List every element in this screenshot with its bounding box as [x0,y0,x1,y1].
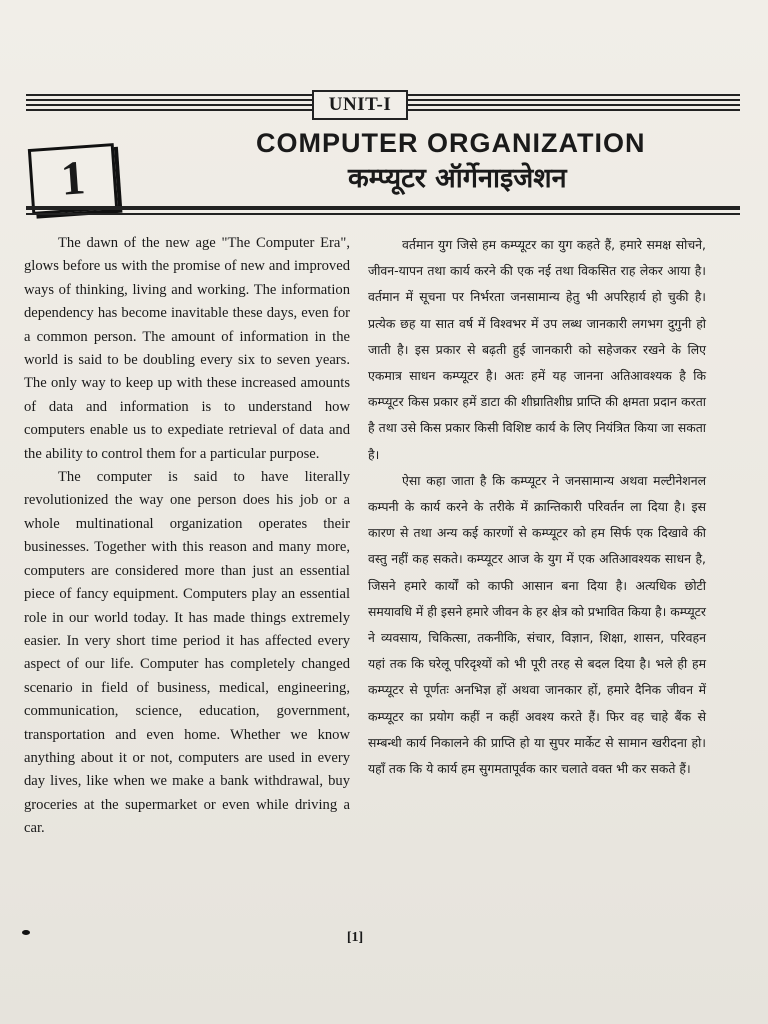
chapter-number: 1 [28,143,118,215]
ink-dot-mark [22,930,30,935]
chapter-title-hindi: कम्प्यूटर ऑर्गेनाइजेशन [348,163,567,194]
page-number: [1] [346,930,364,945]
hindi-column [368,232,706,782]
english-paragraph-1: The dawn of the new age "The Computer Era", glows before us with the promise of new and improved ways of thinking, living and working. The information dependency has become inavitable these days, even for a common person. The amount of information in the world is said to be doubling every six to seven years. The only way to keep up with these increased amounts of data and information is to understand how computers enable us to expediate retrieval of data and the ability to control them for a particular purpose. [24,235,350,462]
unit-label: UNIT-I [312,90,408,120]
chapter-title-english: COMPUTER ORGANIZATION [256,128,646,158]
english-paragraph-2: The computer is said to have literally revolutionized the way one person does his job or a whole multinational organization operates their businesses. Together with this reason and many more, computers are considered more than just an essential piece of fancy equipment. Computers play an essential role in our world today. It has made things extremely easier. In very short time period it has affected every aspect of our life. Computer has completely changed scenario in field of business, medical, engineering, communication, science, education, government, transportation and even home. Whether we know anything about it or not, computers are used in every day lives, like when we make a bank withdrawal, buy groceries at the supermarket or even while driving a car. [24,469,350,837]
english-column [24,232,350,841]
hindi-paragraph-1: वर्तमान युग जिसे हम कम्प्यूटर का युग कहते हैं, हमारे समक्ष सोचने, जीवन-यापन तथा कार्य करने की एक नई तथा विकसित राह लेकर आया है। वर्तमान में सूचना पर निर्भरता जनसामान्य हेतु भी अपरिहार्य हो चुकी है। प्रत्येक छह या सात वर्ष में विश्वभर में उप लब्ध जानकारी लगभग दुगुनी हो जाती है। इस प्रकार से बढ़ती हुई जानकारी को सहेजकर रखने के लिए एकमात्र साधन कम्प्यूटर है। अतः हमें यह जानना अतिआवश्यक है कि कम्प्यूटर किस प्रकार हमें डाटा की शीघ्रातिशीघ्र प्राप्ति की क्षमता प्रदान करता है तथा उसे किस प्रकार किसी विशिष्ट कार्य के लिए नियंत्रित किया जा सकता है। [368,237,706,462]
hindi-paragraph-2: ऐसा कहा जाता है कि कम्प्यूटर ने जनसामान्य अथवा मल्टीनेशनल कम्पनी के कार्य करने के तरीके में क्रान्तिकारी परिवर्तन ला दिया है। इस कारण से तथा अन्य कई कारणों से कम्प्यूटर को हम सिर्फ एक दिखावे की वस्तु नहीं कह सकते। कम्प्यूटर आज के युग में एक अतिआवश्यक साधन है, जिसने हमारे कार्यों को काफी आसान बना दिया है। अत्यधिक छोटी समयावधि में ही इसने हमारे जीवन के हर क्षेत्र को प्रभावित किया है। कम्प्यूटर ने व्यवसाय, चिकित्सा, तकनीकि, संचार, विज्ञान, शिक्षा, शासन, परिवहन यहां तक कि घरेलू परिदृश्यों को भी पूरी तरह से बदल दिया है। भले ही हम कम्प्यूटर से पूर्णतः अनभिज्ञ हों अथवा जानकार हों, हमारे दैनिक जीवन में कम्प्यूटर का प्रयोग कहीं न कहीं अवश्य करते हैं। फिर वह चाहे बैंक से सम्बन्धी कार्य निकालने की प्राप्ति हो या सुपर मार्केट से सामान खरीदना हो। यहाँ तक कि ये कार्य हम सुगमतापूर्वक कार चलाते वक्त भी कर सकते हैं। [368,472,706,777]
header-rule-bottom [26,206,740,216]
